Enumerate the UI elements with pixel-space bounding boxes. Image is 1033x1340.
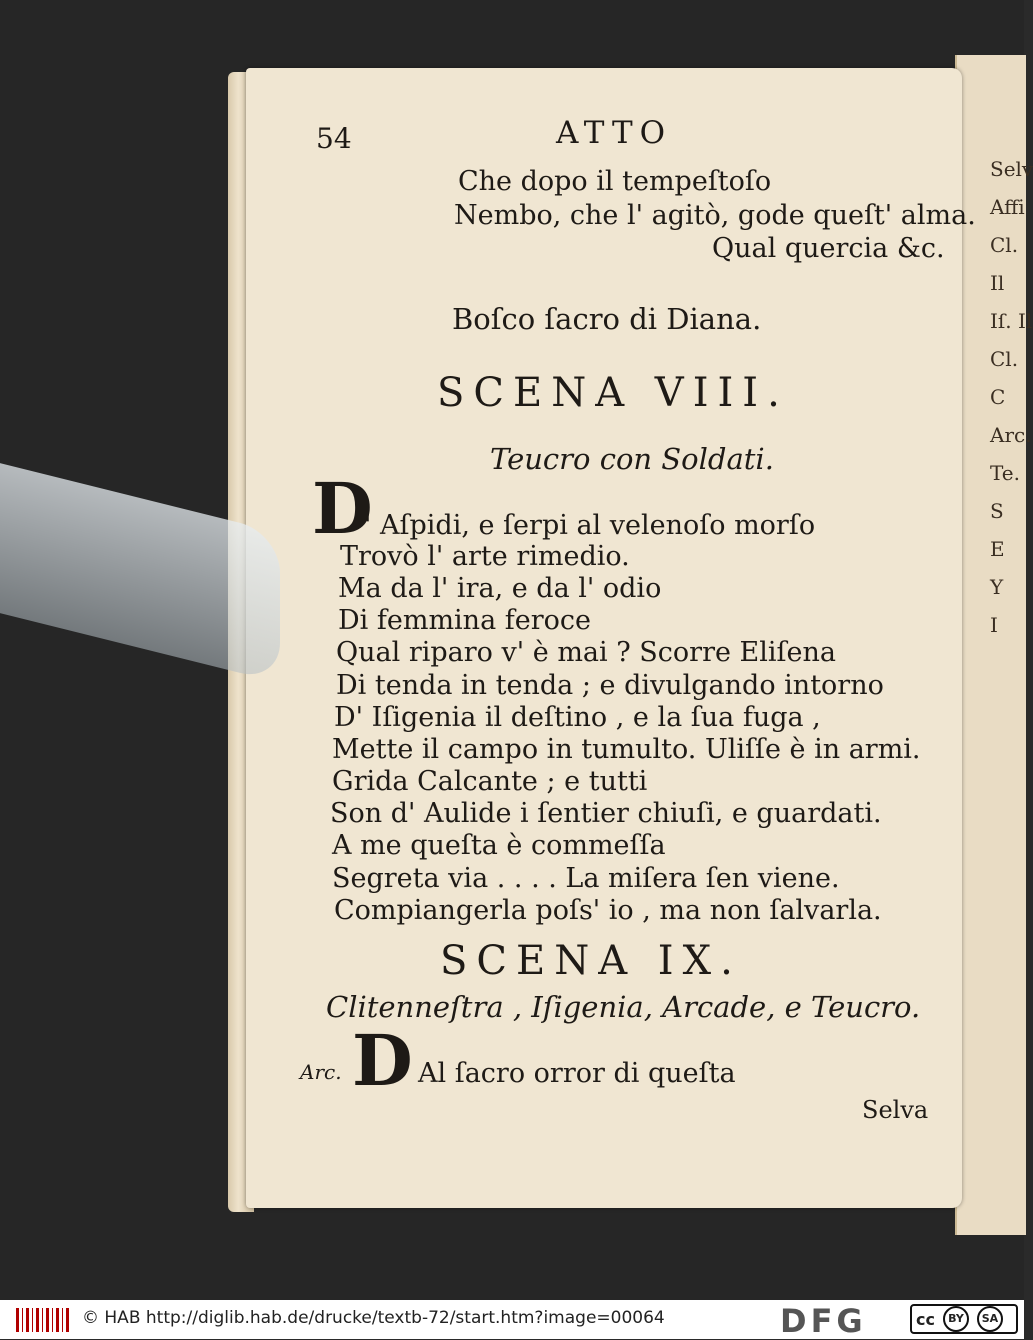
verse-line: Di femmina feroce bbox=[338, 605, 591, 636]
verse-line: A me queſta è commeſſa bbox=[332, 830, 666, 861]
verse-line: Nembo, che l' agitò, gode queſt' alma. bbox=[454, 200, 976, 231]
dfg-logo: DFG bbox=[780, 1302, 867, 1340]
running-head: ATTO bbox=[556, 115, 673, 151]
drop-cap: D bbox=[352, 1019, 413, 1102]
drop-cap: D bbox=[312, 467, 373, 550]
scene-characters: Clitenneſtra , Iſigenia, Arcade, e Teucro. bbox=[326, 990, 921, 1024]
footer-bar bbox=[0, 1300, 1024, 1339]
verse-line: Qual riparo v' è mai ? Scorre Eliſena bbox=[336, 637, 836, 668]
scene-title: SCENA VIII. bbox=[437, 370, 789, 416]
cue-line: Qual quercia &c. bbox=[712, 233, 945, 264]
verse-line: Son d' Aulide i ſentier chiuſi, e guardati. bbox=[330, 798, 882, 829]
verse-line: Segreta via . . . . La miſera ſen viene. bbox=[332, 863, 840, 894]
fragment: Affi bbox=[990, 195, 1025, 219]
verse-line: Al ſacro orror di queſta bbox=[418, 1058, 736, 1089]
verse-line: Grida Calcante ; e tutti bbox=[332, 766, 648, 797]
fragment: Te. S bbox=[990, 461, 1020, 523]
verse-line: Compiangerla poſs' io , ma non ſalvarla. bbox=[334, 895, 882, 926]
verse-line: D' Iſigenia il deſtino , e la ſua fuga , bbox=[334, 702, 821, 733]
barcode-icon bbox=[16, 1308, 72, 1332]
license-badge[interactable] bbox=[910, 1304, 1018, 1334]
fragment: E bbox=[990, 537, 1005, 561]
fragment: Cl. C bbox=[990, 347, 1019, 409]
facing-page-fragments bbox=[990, 150, 1033, 644]
fragment: Arc. bbox=[990, 423, 1032, 447]
fragment: Y bbox=[990, 575, 1004, 599]
by-icon: BY bbox=[943, 1306, 969, 1332]
page-number: 54 bbox=[316, 122, 352, 155]
verse-line: Mette il campo in tumulto. Uliſſe è in armi. bbox=[332, 734, 921, 765]
verse-line: Ma da l' ira, e da l' odio bbox=[338, 573, 662, 604]
verse-line: ' Aſpidi, e ſerpi al velenoſo morſo bbox=[364, 510, 816, 541]
fragment: Iſ. Il bbox=[990, 309, 1033, 333]
verse-line: Che dopo il tempeſtoſo bbox=[458, 166, 772, 197]
sa-icon: SA bbox=[977, 1306, 1003, 1332]
verse-line: Di tenda in tenda ; e divulgando intorno bbox=[336, 670, 884, 701]
scene-characters: Teucro con Soldati. bbox=[490, 442, 774, 476]
verse-line: Trovò l' arte rimedio. bbox=[340, 541, 630, 572]
fragment: Cl. Il bbox=[990, 233, 1019, 295]
setting-line: Boſco ſacro di Diana. bbox=[452, 302, 762, 336]
speaker-label: Arc. bbox=[300, 1060, 342, 1084]
scene-title: SCENA IX. bbox=[440, 938, 742, 984]
cc-logo: cc bbox=[916, 1309, 935, 1329]
credit-link[interactable]: © HAB http://diglib.hab.de/drucke/textb-72/start.htm?image=00064 bbox=[82, 1308, 665, 1328]
fragment: I bbox=[990, 613, 998, 637]
fragment: Selv bbox=[990, 157, 1033, 181]
catchword: Selva bbox=[862, 1096, 929, 1124]
